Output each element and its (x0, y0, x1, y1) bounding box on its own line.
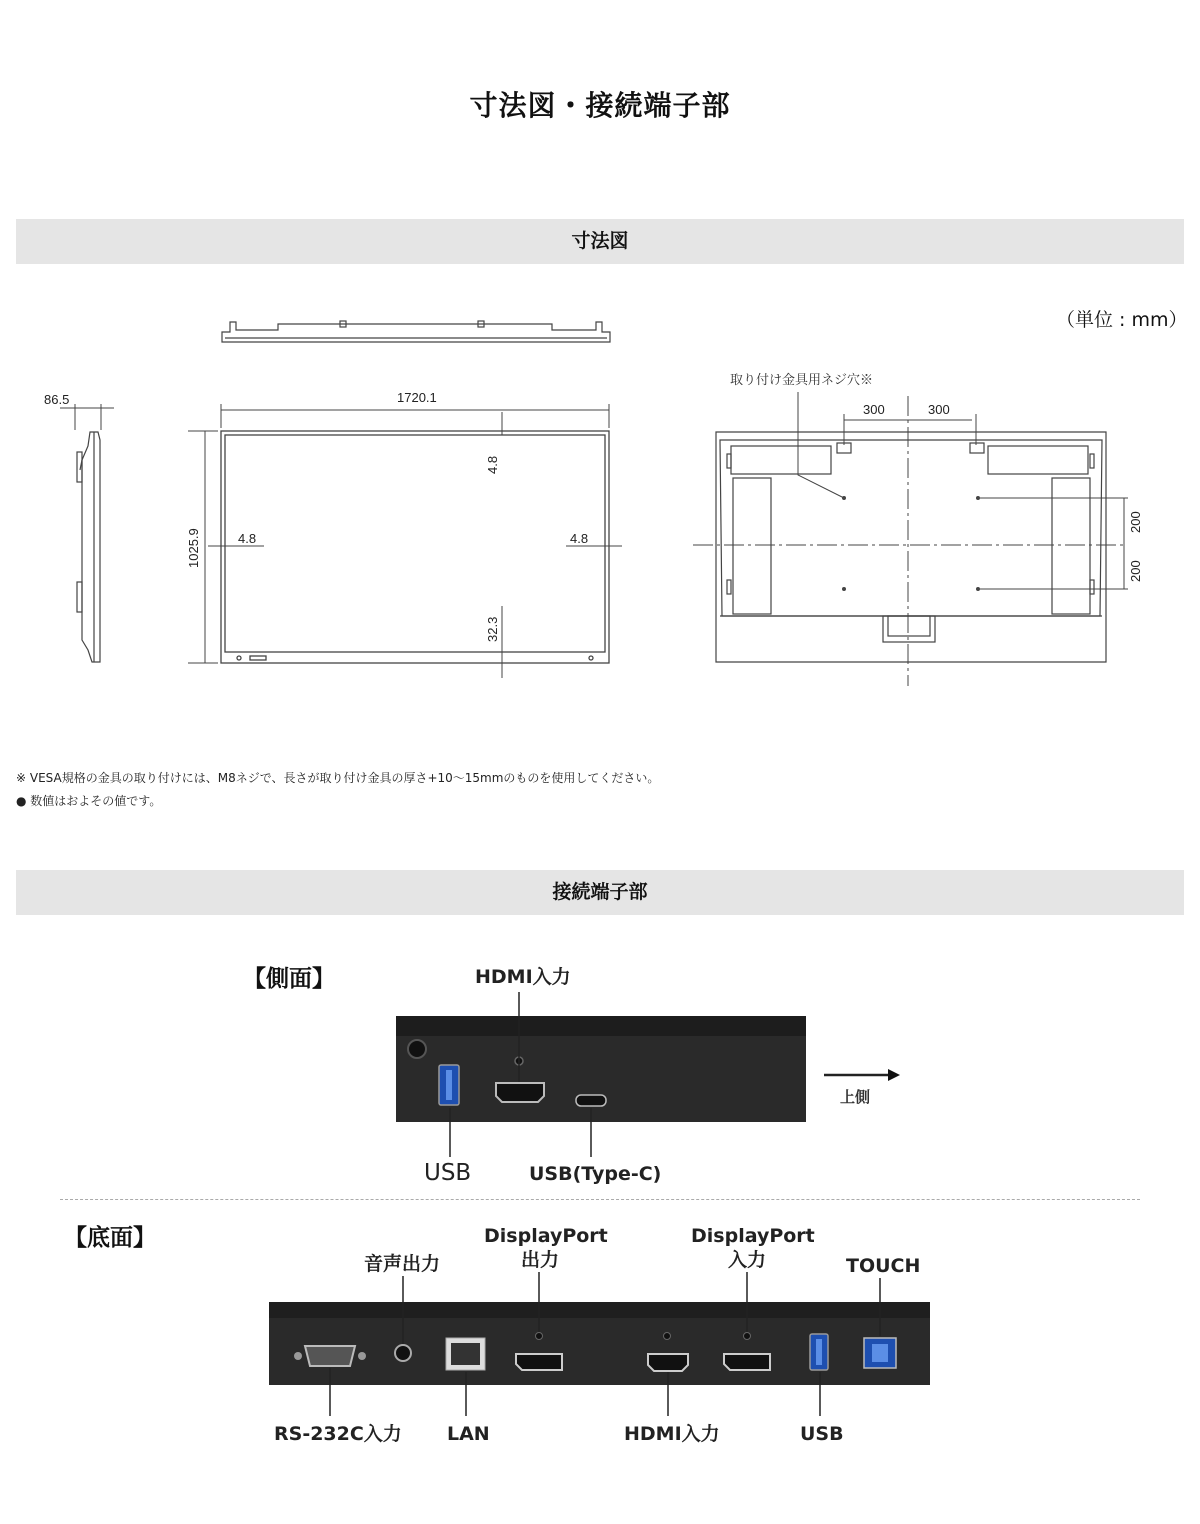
dimension-drawing (0, 290, 1200, 700)
hdmi-bottom-port-icon (648, 1354, 688, 1371)
usb-a-port-icon (439, 1065, 459, 1105)
vesa-hole-label: 取り付け金具用ネジ穴※ (730, 372, 874, 387)
side-hdmi-label: HDMI入力 (475, 966, 571, 988)
vesa-horizontal-right: 300 (928, 402, 950, 417)
lan-port-icon (446, 1338, 485, 1370)
audio-jack-icon (395, 1345, 411, 1361)
unit-label: （単位 : mm） (1056, 309, 1188, 331)
page-title: 寸法図・接続端子部 (469, 89, 731, 122)
top-view-outline (222, 321, 610, 342)
dp-in-label-line1: DisplayPort (691, 1225, 815, 1247)
displayport-out-icon (516, 1354, 562, 1370)
vesa-note: ※ VESA規格の金具の取り付けには、M8ネジで、長さが取り付け金具の厚さ+10～15mmのものを使用してください。 (16, 771, 660, 785)
bottom-connector-drawing (0, 1210, 1200, 1470)
front-view-outline (221, 431, 609, 663)
dp-out-label-line2: 出力 (521, 1249, 560, 1271)
rear-view-outline (716, 432, 1106, 662)
vesa-vertical-top: 200 (1128, 511, 1143, 533)
bottom-hdmi-label: HDMI入力 (624, 1423, 720, 1445)
side-usb-c-label: USB(Type-C) (529, 1163, 662, 1185)
displayport-in-icon (724, 1354, 770, 1370)
vesa-horizontal-left: 300 (863, 402, 885, 417)
bezel-left-dimension: 4.8 (238, 531, 257, 546)
rs232c-label: RS-232C入力 (274, 1423, 402, 1445)
side-usb-label: USB (424, 1160, 472, 1186)
vesa-vertical-bottom: 200 (1128, 560, 1143, 582)
dimension-section-header: 寸法図 (16, 219, 1184, 264)
side-view-outline (77, 432, 100, 662)
bottom-usb-label: USB (800, 1423, 844, 1445)
arrow-right-icon (888, 1069, 900, 1081)
panel-divider (60, 1199, 1140, 1200)
height-dimension: 1025.9 (186, 528, 201, 568)
bezel-right-dimension: 4.8 (570, 531, 589, 546)
dp-in-label-line2: 入力 (728, 1249, 767, 1271)
touch-usb-b-port-icon (864, 1338, 896, 1368)
bezel-top-dimension: 4.8 (485, 455, 500, 474)
usb-a-bottom-port-icon (810, 1334, 828, 1370)
bottom-panel-title: 【底面】 (64, 1225, 156, 1251)
hdmi-port-icon (496, 1083, 544, 1102)
connector-section-header: 接続端子部 (16, 870, 1184, 915)
approximate-note: ● 数値はおよその値です。 (16, 794, 162, 808)
up-side-label: 上側 (840, 1088, 871, 1106)
width-dimension: 1720.1 (397, 390, 437, 405)
bezel-bottom-dimension: 32.3 (485, 616, 500, 642)
lan-label: LAN (447, 1423, 490, 1445)
dp-out-label-line1: DisplayPort (484, 1225, 608, 1247)
bottom-panel-image (269, 1302, 930, 1385)
side-panel-title: 【側面】 (243, 966, 335, 992)
usb-c-port-icon (576, 1095, 606, 1106)
touch-label: TOUCH (846, 1255, 921, 1277)
audio-out-label: 音声出力 (364, 1253, 441, 1275)
depth-dimension: 86.5 (44, 392, 70, 407)
